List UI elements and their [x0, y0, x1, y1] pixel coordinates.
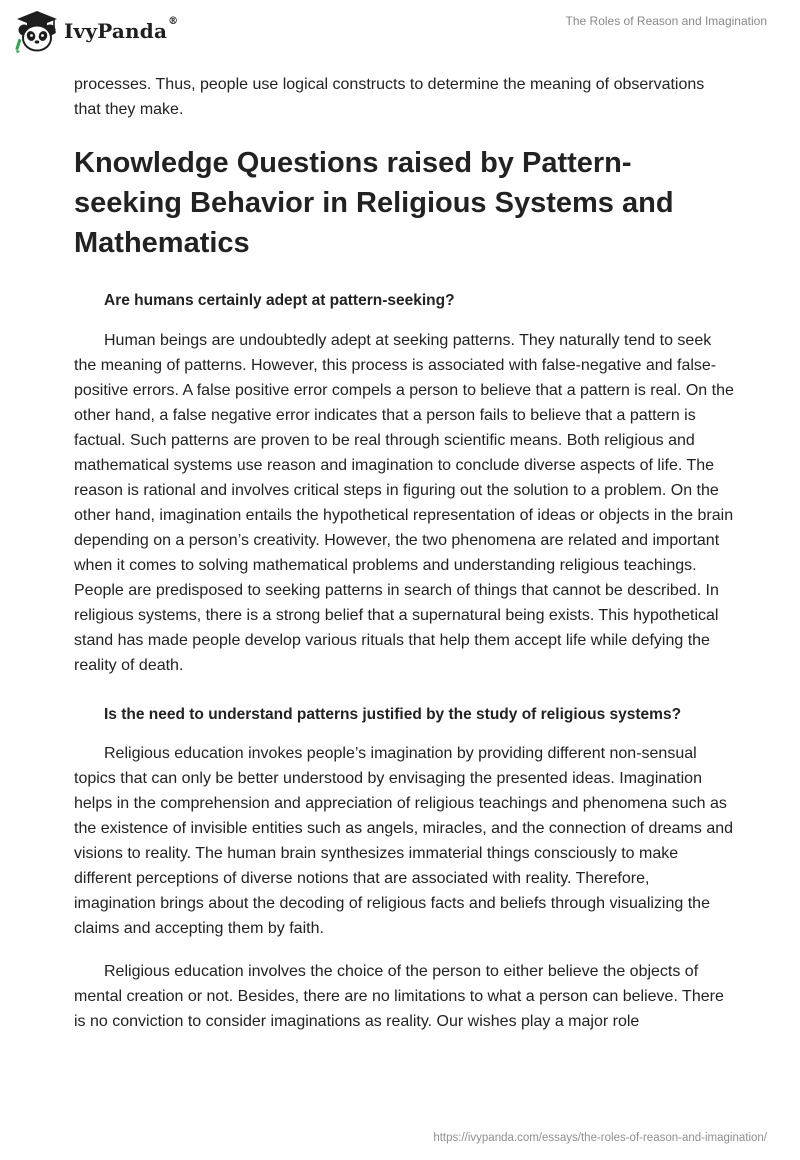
page-title: The Roles of Reason and Imagination [565, 14, 767, 28]
intro-paragraph: processes. Thus, people use logical constructs to determine the meaning of observations that they make. [74, 76, 705, 118]
page-header [0, 0, 800, 64]
question-heading-1: Are humans certainly adept at pattern-seeking? [104, 292, 455, 309]
panda-icon [14, 9, 60, 53]
paragraph-3: Religious education involves the choice of the person to either believe the objects of mental creation or not. Besides, there are no limitations to what a person can believe. There is no conviction to consider imaginations as reality. Our wishes play a major role [74, 963, 724, 1030]
registered-mark: ® [168, 16, 179, 27]
footer-url[interactable]: https://ivypanda.com/essays/the-roles-of-reason-and-imagination/ [433, 1132, 767, 1144]
paragraph-1: Human beings are undoubtedly adept at seeking patterns. They naturally tend to seek the meaning of patterns. However, this process is associated with false-negative and false-positive errors. A false positive error compels a person to believe that a pattern is real. On the other hand, a false negative error indicates that a person fails to believe that a pattern is factual. Such patterns are proven to be real through scientific means. Both religious and mathematical systems use reason and imagination to conclude diverse aspects of life. The reason is rational and involves critical steps in figuring out the solution to a problem. On the other hand, imagination entails the hypothetical representation of ideas or objects in the brain depending on a person’s creativity. However, the two phenomena are related and important when it comes to solving mathematical problems and understanding religious teachings. People are predisposed to seeking patterns in search of things that cannot be described. In religious systems, there is a strong belief that a supernatural being exists. This hypothetical stand has made people develop various rituals that help them accept life while defying the reality of death. [74, 332, 734, 674]
paragraph-2: Religious education invokes people’s imagination by providing different non-sensual topics that can only be better understood by envisaging the presented ideas. Imagination helps in the comprehension and appreciation of religious teachings and phenomena such as the existence of invisible entities such as angels, miracles, and the connection of dreams and visions to reality. The human brain synthesizes immaterial things consciously to make different perceptions of diverse notions that are associated with reality. Therefore, imagination brings about the decoding of religious facts and beliefs through visualizing the claims and accepting them by faith. [74, 745, 734, 937]
brand-name: IvyPanda® [64, 16, 179, 43]
ivypanda-logo[interactable] [14, 9, 178, 53]
section-heading: Knowledge Questions raised by Pattern-seeking Behavior in Religious Systems and Mathematics [74, 147, 674, 259]
essay-content [74, 72, 734, 1034]
question-heading-2: Is the need to understand patterns justified by the study of religious systems? [104, 706, 682, 723]
